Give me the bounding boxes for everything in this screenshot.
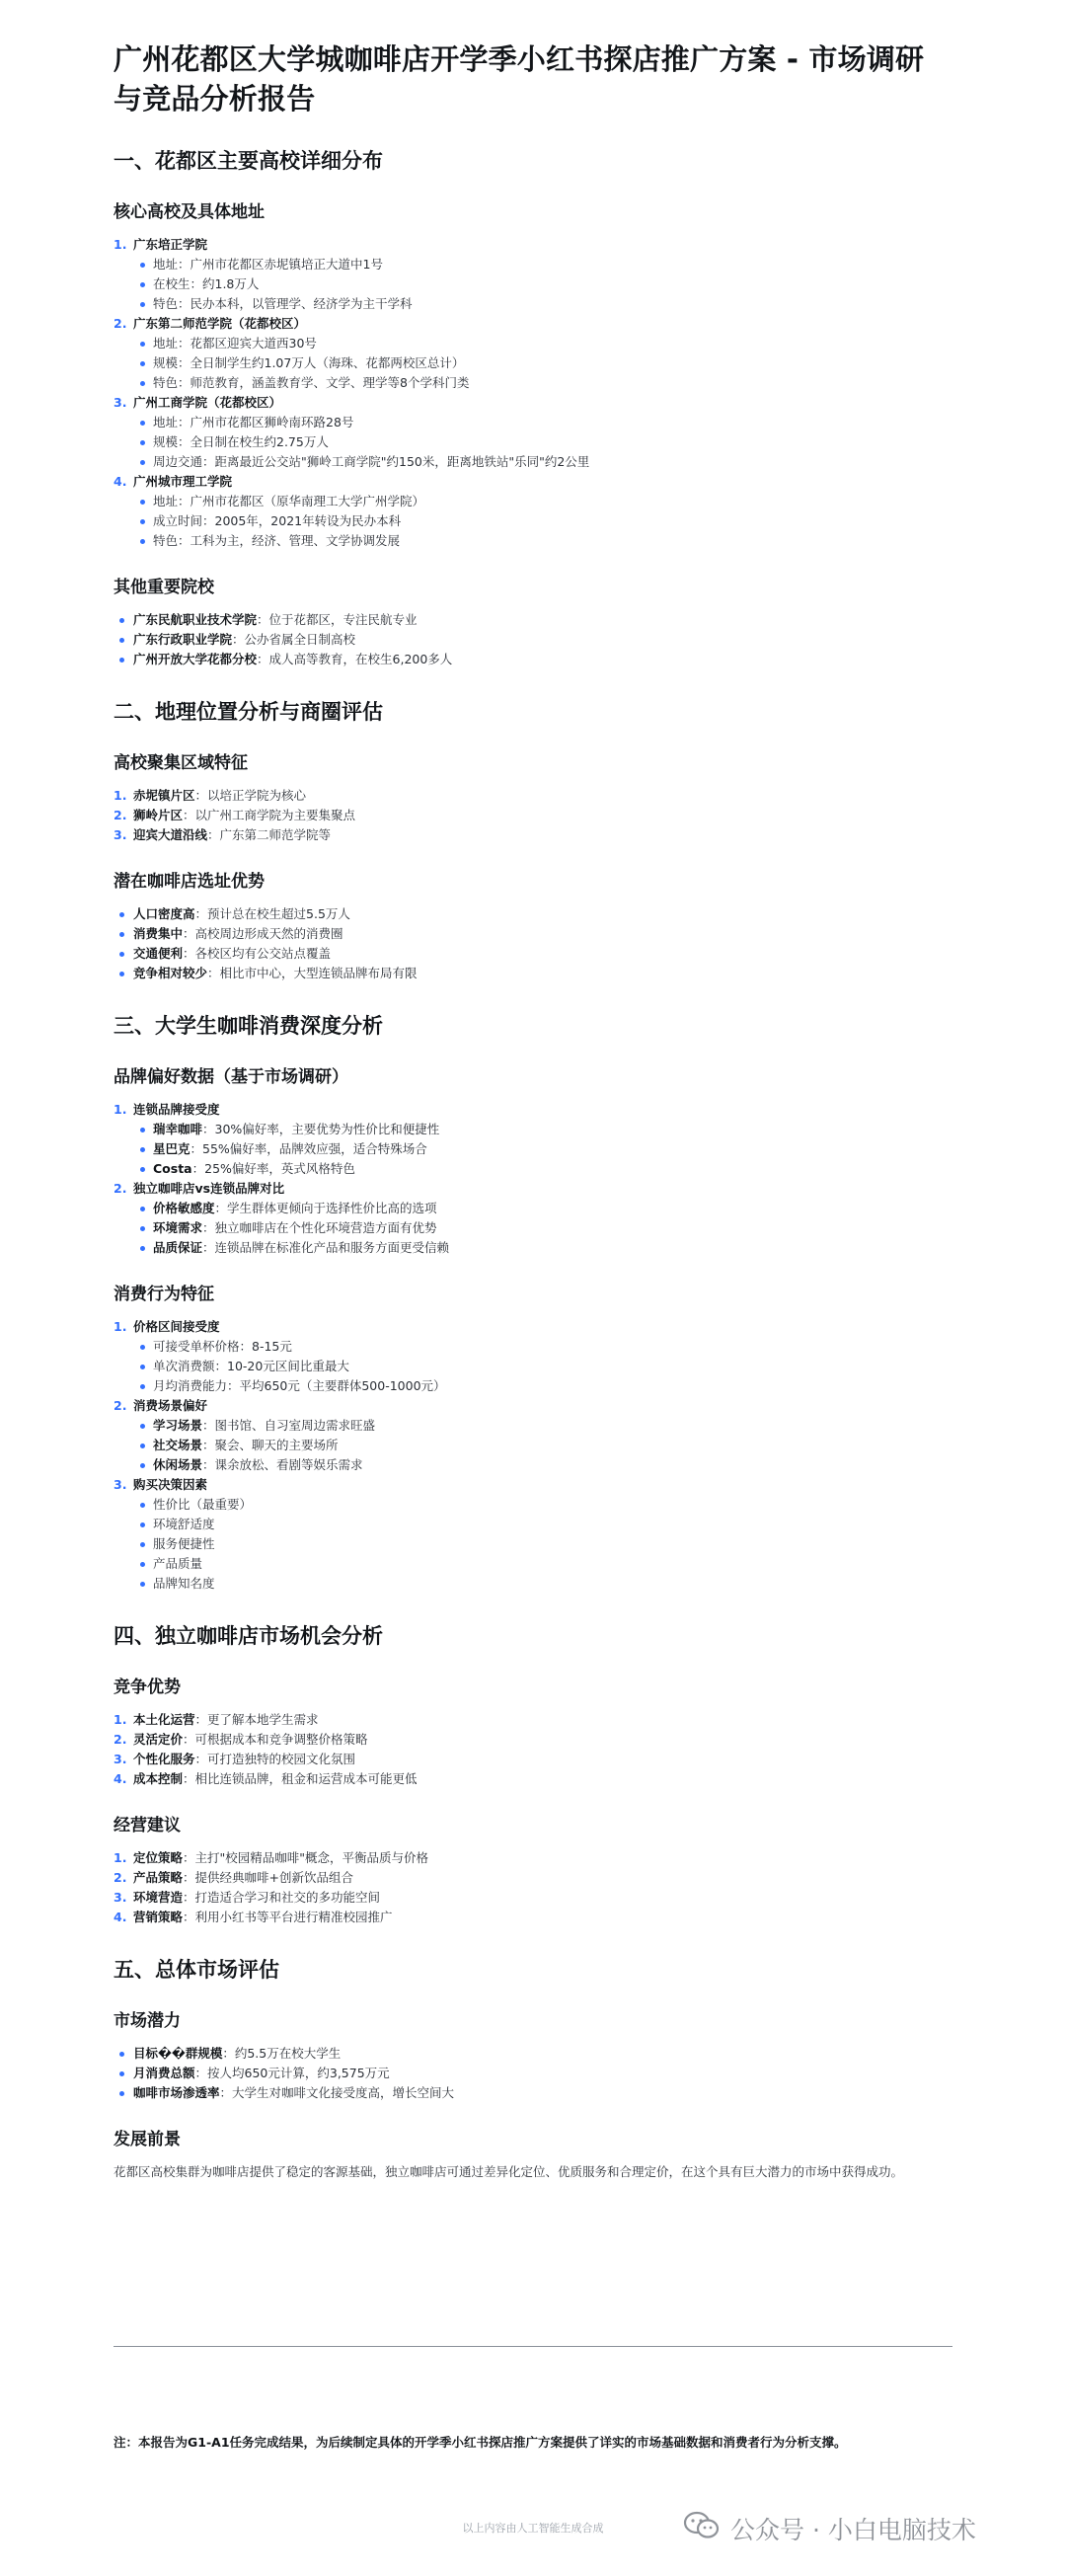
list-item: 3. 迎宾大道沿线：广东第二师范学院等: [114, 825, 952, 845]
site-advantages-heading: 潜在咖啡店选址优势: [114, 872, 265, 892]
list-item: 特色：工科为主，经济、管理、文学协调发展: [133, 531, 952, 551]
report-title: 广州花都区大学城咖啡店开学季小红书探店推广方案 - 市场调研与竞品分析报告: [114, 42, 925, 116]
list-item: 2. 独立咖啡店vs连锁品牌对比 价格敏感度：学生群体更倾向于选择性价比高的选项 环境需求：独立咖啡店在个性化环境营造方面有优势 品质保证：连锁品牌在标准化产品和服务方面更受信赖: [114, 1179, 952, 1258]
list-item: 人口密度高：预计总在校生超过5.5万人: [114, 904, 952, 924]
list-item: 在校生：约1.8万人: [133, 274, 952, 294]
list-item: 2. 狮岭片区：以广州工商学院为主要集聚点: [114, 806, 952, 825]
list-item: 2. 灵活定价：可根据成本和竞争调整价格策略: [114, 1730, 952, 1750]
list-item: 性价比（最重要）: [133, 1495, 952, 1515]
list-item: 地址：广州市花都区（原华南理工大学广州学院）: [133, 492, 952, 511]
list-item: 2. 产品策略：提供经典咖啡+创新饮品组合: [114, 1868, 952, 1888]
future-prospects-text: 花都区高校集群为咖啡店提供了稳定的客源基础，独立咖啡店可通过差异化定位、优质服务和合理定价，在这个具有巨大潜力的市场中获得成功。: [114, 2164, 904, 2179]
list-item: Costa：25%偏好率，英式风格特色: [133, 1159, 952, 1179]
list-item: 瑞幸咖啡：30%偏好率，主要优势为性价比和便捷性: [133, 1120, 952, 1139]
list-item: 1. 连锁品牌接受度 瑞幸咖啡：30%偏好率，主要优势为性价比和便捷性 星巴克：55%偏好率，品牌效应强，适合特殊场合 Costa：25%偏好率，英式风格特色: [114, 1100, 952, 1179]
list-item: 咖啡市场渗透率：大学生对咖啡文化接受度高，增长空间大: [114, 2083, 952, 2103]
list-item: 3. 个性化服务：可打造独特的校园文化氛围: [114, 1750, 952, 1769]
list-item: 价格敏感度：学生群体更倾向于选择性价比高的选项: [133, 1199, 952, 1218]
divider: [114, 2346, 952, 2347]
list-item: 月消费总额：按人均650元计算，约3,575万元: [114, 2064, 952, 2083]
core-universities-list: [114, 235, 952, 551]
brand-preference-list: [114, 1100, 952, 1258]
core-universities-heading: 核心高校及具体地址: [114, 202, 265, 222]
list-item: 3. 广州工商学院（花都校区） 地址：广州市花都区狮岭南环路28号 规模：全日制在校生约2.75万人 周边交通：距离最近公交站"狮岭工商学院"约150米，距离地铁站"乐同"约2公里: [114, 393, 952, 472]
list-item: 品质保证：连锁品牌在标准化产品和服务方面更受信赖: [133, 1238, 952, 1258]
list-item: 2. 广东第二师范学院（花都校区） 地址：花都区迎宾大道西30号 规模：全日制学生约1.07万人（海珠、花都两校区总计） 特色：师范教育，涵盖教育学、文学、理学等8个学科门类: [114, 314, 952, 393]
list-item: 环境需求：独立咖啡店在个性化环境营造方面有优势: [133, 1218, 952, 1238]
list-item: 1. 赤坭镇片区：以培正学院为核心: [114, 786, 952, 806]
other-universities-list: [114, 610, 952, 669]
list-item: 4. 营销策略：利用小红书等平台进行精准校园推广: [114, 1908, 952, 1927]
report-note: 注：本报告为G1-A1任务完成结果，为后续制定具体的开学季小红书探店推广方案提供了详实的市场基础数据和消费者行为分析支撑。: [114, 2435, 847, 2450]
list-item: 广东行政职业学院：公办省属全日制高校: [114, 630, 952, 650]
list-item: 交通便利：各校区均有公交站点覆盖: [114, 944, 952, 964]
competitive-advantages-list: [114, 1710, 952, 1789]
list-item: 4. 成本控制：相比连锁品牌，租金和运营成本可能更低: [114, 1769, 952, 1789]
zone-features-list: [114, 786, 952, 845]
list-item: 3. 环境营造：打造适合学习和社交的多功能空间: [114, 1888, 952, 1908]
market-potential-list: [114, 2044, 952, 2103]
section-4-heading: 四、独立咖啡店市场机会分析: [114, 1624, 383, 1648]
wechat-icon: [683, 2511, 721, 2546]
list-item: 特色：师范教育，涵盖教育学、文学、理学等8个学科门类: [133, 373, 952, 393]
business-advice-list: [114, 1848, 952, 1927]
list-item: 地址：广州市花都区赤坭镇培正大道中1号: [133, 255, 952, 274]
report-document: [114, 39, 952, 2182]
list-item: 地址：花都区迎宾大道西30号: [133, 334, 952, 353]
list-item: 地址：广州市花都区狮岭南环路28号: [133, 413, 952, 432]
list-item: 3. 购买决策因素 性价比（最重要） 环境舒适度 服务便捷性 产品质量 品牌知名度: [114, 1475, 952, 1594]
ai-generated-note: 以上内容由人工智能生成合成: [462, 2522, 604, 2535]
list-item: 品牌知名度: [133, 1574, 952, 1594]
future-prospects-heading: 发展前景: [114, 2130, 181, 2149]
list-item: 社交场景：聚会、聊天的主要场所: [133, 1436, 952, 1455]
list-item: 竞争相对较少：相比市中心，大型连锁品牌布局有限: [114, 964, 952, 983]
list-item: 1. 本土化运营：更了解本地学生需求: [114, 1710, 952, 1730]
list-item: 1. 定位策略：主打"校园精品咖啡"概念，平衡品质与价格: [114, 1848, 952, 1868]
list-item: 1. 广东培正学院 地址：广州市花都区赤坭镇培正大道中1号 在校生：约1.8万人 特色：民办本科，以管理学、经济学为主干学科: [114, 235, 952, 314]
site-advantages-list: [114, 904, 952, 983]
zone-features-heading: 高校聚集区域特征: [114, 753, 248, 773]
business-advice-heading: 经营建议: [114, 1816, 181, 1835]
competitive-advantages-heading: 竞争优势: [114, 1678, 181, 1697]
list-item: 周边交通：距离最近公交站"狮岭工商学院"约150米，距离地铁站"乐同"约2公里: [133, 452, 952, 472]
list-item: 广州开放大学花都分校：成人高等教育，在校生6,200多人: [114, 650, 952, 669]
list-item: 消费集中：高校周边形成天然的消费圈: [114, 924, 952, 944]
consumer-behavior-list: [114, 1317, 952, 1594]
wechat-watermark: [683, 2511, 976, 2546]
list-item: 学习场景：图书馆、自习室周边需求旺盛: [133, 1416, 952, 1436]
list-item: 单次消费额：10-20元区间比重最大: [133, 1357, 952, 1376]
list-item: 成立时间：2005年，2021年转设为民办本科: [133, 511, 952, 531]
list-item: 1. 价格区间接受度 可接受单杯价格：8-15元 单次消费额：10-20元区间比重最大 月均消费能力：平均650元（主要群体500-1000元）: [114, 1317, 952, 1396]
other-universities-heading: 其他重要院校: [114, 578, 214, 597]
section-1-heading: 一、花都区主要高校详细分布: [114, 149, 383, 173]
list-item: 2. 消费场景偏好 学习场景：图书馆、自习室周边需求旺盛 社交场景：聚会、聊天的主要场所 休闲场景：课余放松、看剧等娱乐需求: [114, 1396, 952, 1475]
watermark-text: 公众号 · 小白电脑技术: [730, 2516, 976, 2544]
list-item: 服务便捷性: [133, 1534, 952, 1554]
section-5-heading: 五、总体市场评估: [114, 1958, 279, 1982]
list-item: 月均消费能力：平均650元（主要群体500-1000元）: [133, 1376, 952, 1396]
list-item: 4. 广州城市理工学院 地址：广州市花都区（原华南理工大学广州学院） 成立时间：2005年，2021年转设为民办本科 特色：工科为主，经济、管理、文学协调发展: [114, 472, 952, 551]
list-item: 产品质量: [133, 1554, 952, 1574]
list-item: 特色：民办本科，以管理学、经济学为主干学科: [133, 294, 952, 314]
list-item: 可接受单杯价格：8-15元: [133, 1337, 952, 1357]
list-item: 规模：全日制学生约1.07万人（海珠、花都两校区总计）: [133, 353, 952, 373]
list-item: 规模：全日制在校生约2.75万人: [133, 432, 952, 452]
section-3-heading: 三、大学生咖啡消费深度分析: [114, 1014, 383, 1038]
list-item: 广东民航职业技术学院：位于花都区，专注民航专业: [114, 610, 952, 630]
market-potential-heading: 市场潜力: [114, 2011, 181, 2031]
list-item: 目标��群规模：约5.5万在校大学生: [114, 2044, 952, 2064]
list-item: 星巴克：55%偏好率，品牌效应强，适合特殊场合: [133, 1139, 952, 1159]
brand-preference-heading: 品牌偏好数据（基于市场调研）: [114, 1067, 348, 1087]
list-item: 休闲场景：课余放松、看剧等娱乐需求: [133, 1455, 952, 1475]
list-item: 环境舒适度: [133, 1515, 952, 1534]
consumer-behavior-heading: 消费行为特征: [114, 1285, 214, 1304]
section-2-heading: 二、地理位置分析与商圈评估: [114, 700, 383, 724]
